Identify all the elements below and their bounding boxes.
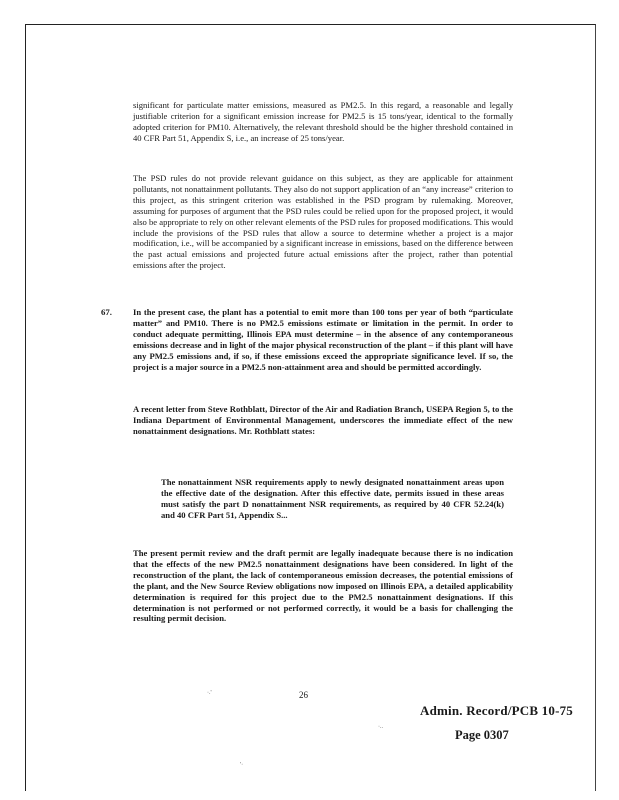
page-number: 26 <box>299 690 308 700</box>
scan-speck: ·.' <box>207 690 212 696</box>
paragraph-permit-inadequate: The present permit review and the draft permit are legally inadequate because there is no indication that the effects of the new PM2.5 nonattainment designations have been considered. In light of the reconstruction of the plant, the lack of contemporaneous emission decreases, the potential emissions of the plant, and the New Source Review obligations now imposed on Illinois EPA, a detailed applicability determination is required for this project due to the PM2.5 nonattainment designations. If this determination is not performed or not performed correctly, it would be a basis for challenging the resulting permit decision. <box>133 548 513 624</box>
record-page-stamp: Page 0307 <box>455 728 509 742</box>
paragraph-significance-criterion: significant for particulate matter emissions, measured as PM2.5. In this regard, a reasonable and legally justifiable criterion for a significant emission increase for PM2.5 is 15 tons/year, identical to the formally adopted criterion for PM10. Alternatively, the relevant threshold should be the higher threshold contained in 40 CFR Part 51, Appendix S, i.e., an increase of 25 tons/year. <box>133 100 513 143</box>
paragraph-67-present-case: In the present case, the plant has a potential to emit more than 100 tons per year of both “particulate matter” and PM10. There is no PM2.5 emissions estimate or limitation in the permit. In order to conduct adequate permitting, Illinois EPA must determine – in the absence of any contemporaneous emissions decrease and in light of the major physical reconstruction of the plant – if this plant will have any PM2.5 emissions and, if so, if these emissions exceed the appropriate significance level. If so, the project is a major source in a PM2.5 non-attainment area and should be permitted accordingly. <box>133 307 513 372</box>
paragraph-psd-rules: The PSD rules do not provide relevant guidance on this subject, as they are applicable for attainment pollutants, not nonattainment pollutants. They also do not support application of an “any increase” criterion to this project, as this stringent criterion was established in the PSD program by rulemaking. Moreover, assuming for purposes of argument that the PSD rules could be relied upon for the proposed project, it would also be appropriate to rely on other relevant elements of the PSD rules for proposed modifications. This would include the provisions of the PSD rules that allow a source to determine whether a project is a major modification, i.e., will be accompanied by a significant increase in emissions, based on the difference between the past actual emissions and projected future actual emissions after the project, rather than potential emissions after the project. <box>133 173 513 271</box>
paragraph-number-67: 67. <box>101 307 112 317</box>
block-quote-rothblatt: The nonattainment NSR requirements apply to newly designated nonattainment areas upon the effective date of the designation. After this effective date, permits issued in these areas must satisfy the part D nonattainment NSR requirements, as required by 40 CFR 52.24(k) and 40 CFR Part 51, Appendix S... <box>161 477 504 520</box>
scan-speck: '· <box>240 762 244 768</box>
scan-speck: ·.. <box>378 724 383 730</box>
admin-record-stamp: Admin. Record/PCB 10-75 <box>420 703 574 718</box>
paragraph-rothblatt-letter: A recent letter from Steve Rothblatt, Director of the Air and Radiation Branch, USEPA Region 5, to the Indiana Department of Environmental Management, underscores the immediate effect of the new nonattainment designations. Mr. Rothblatt states: <box>133 404 513 436</box>
